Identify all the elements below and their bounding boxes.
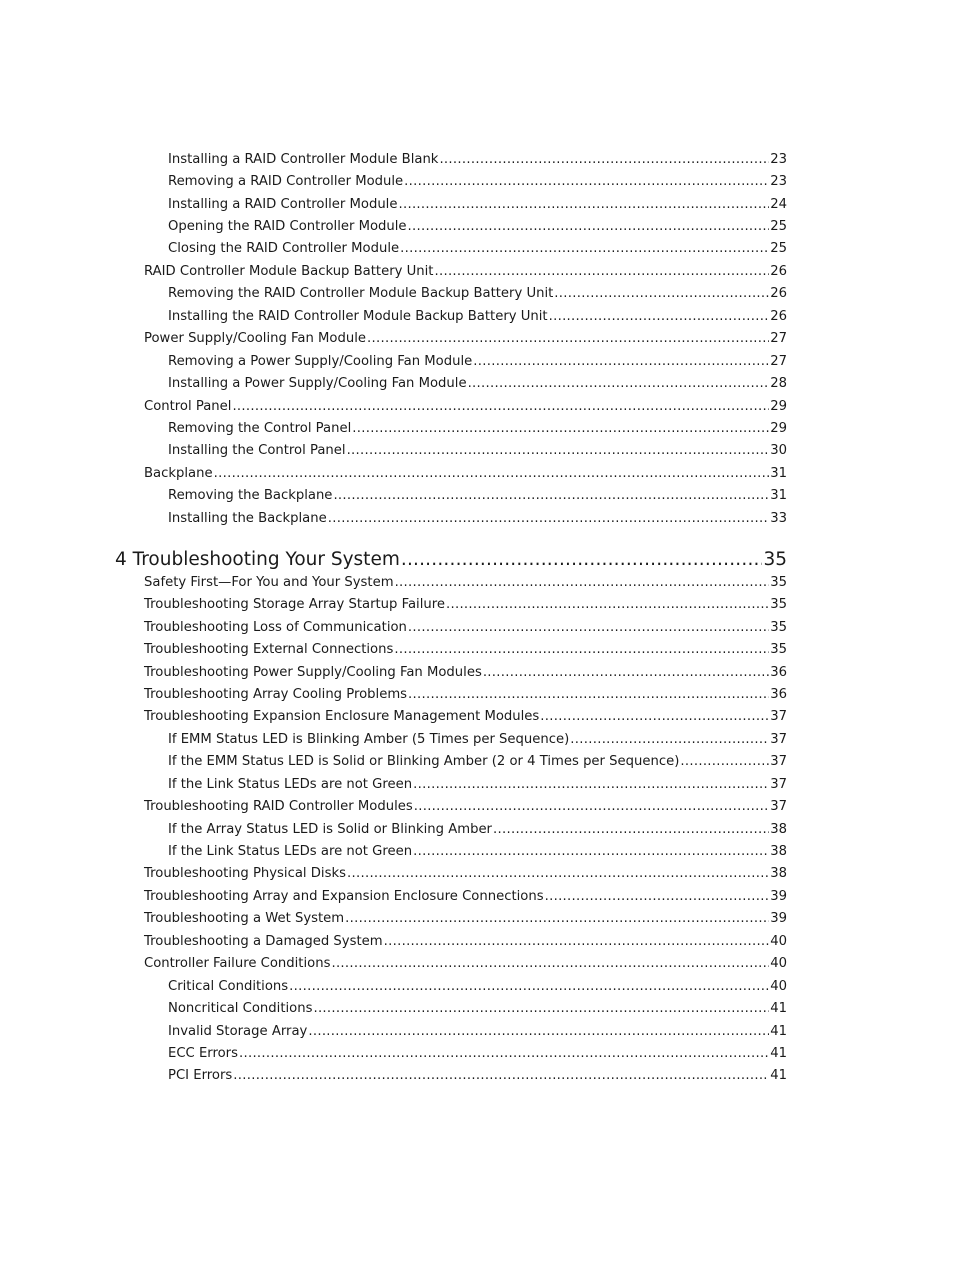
toc-entry-page: 37 — [770, 777, 787, 792]
toc-leader-dots — [570, 731, 769, 749]
toc-entry[interactable] — [168, 731, 787, 749]
toc-entry-title: Installing the Control Panel — [168, 443, 346, 458]
toc-entry[interactable] — [168, 1067, 787, 1085]
toc-entry-page: 33 — [770, 511, 787, 526]
toc-entry-page: 38 — [770, 866, 787, 881]
toc-entry[interactable] — [168, 420, 787, 438]
toc-leader-dots — [308, 1023, 769, 1041]
toc-entry[interactable] — [168, 776, 787, 794]
toc-leader-dots — [394, 641, 769, 659]
toc-entry-title: If the Array Status LED is Solid or Blinking Amber — [168, 822, 492, 837]
toc-chapter-title: 4 Troubleshooting Your System — [115, 549, 400, 570]
toc-entry-title: If the Link Status LEDs are not Green — [168, 777, 413, 792]
toc-entry-page: 41 — [770, 1024, 787, 1039]
toc-leader-dots — [680, 753, 769, 771]
toc-entry[interactable] — [168, 843, 787, 861]
toc-entry-page: 40 — [770, 934, 787, 949]
toc-leader-dots — [347, 865, 769, 883]
toc-entry-title: Installing a RAID Controller Module Blank — [168, 152, 439, 167]
toc-entry[interactable] — [168, 285, 787, 303]
toc-entry-title: Removing the Backplane — [168, 488, 333, 503]
toc-entry[interactable] — [168, 487, 787, 505]
toc-entry-page: 37 — [770, 799, 787, 814]
toc-entry-page: 23 — [770, 174, 787, 189]
toc-leader-dots — [408, 218, 770, 236]
toc-entry-title: Invalid Storage Array — [168, 1024, 308, 1039]
toc-entry-title: Installing a Power Supply/Cooling Fan Module — [168, 376, 467, 391]
toc-entry-title: Troubleshooting a Damaged System — [144, 934, 383, 949]
toc-leader-dots — [313, 1000, 769, 1018]
toc-entry[interactable] — [168, 353, 787, 371]
toc-leader-dots — [400, 240, 769, 258]
toc-leader-dots — [493, 821, 769, 839]
toc-leader-dots — [554, 285, 769, 303]
toc-entry-title: Troubleshooting Loss of Communication — [144, 620, 407, 635]
toc-entry-title: Power Supply/Cooling Fan Module — [144, 331, 366, 346]
toc-entry-page: 37 — [770, 732, 787, 747]
toc-entry-title: Troubleshooting Physical Disks — [144, 866, 346, 881]
toc-entry-title: Troubleshooting a Wet System — [144, 911, 345, 926]
toc-entry[interactable] — [144, 574, 787, 592]
toc-entry-page: 31 — [770, 466, 787, 481]
toc-entry-title: Control Panel — [144, 399, 232, 414]
toc-entry[interactable] — [144, 664, 787, 682]
toc-entry-page: 35 — [770, 620, 787, 635]
toc-entry-page: 27 — [770, 331, 787, 346]
toc-entry[interactable] — [168, 1045, 787, 1063]
toc-entry-page: 25 — [770, 241, 787, 256]
toc-entry-page: 26 — [770, 264, 787, 279]
toc-entry-title: Noncritical Conditions — [168, 1001, 313, 1016]
toc-leader-dots — [331, 955, 769, 973]
toc-entry[interactable] — [144, 933, 787, 951]
toc-leader-dots — [333, 487, 769, 505]
toc-leader-dots — [345, 910, 769, 928]
toc-entry-title: Troubleshooting Array and Expansion Enclosure Connections — [144, 889, 544, 904]
toc-leader-dots — [545, 888, 770, 906]
toc-leader-dots — [347, 442, 770, 460]
toc-entry-page: 35 — [770, 642, 787, 657]
toc-entry[interactable] — [144, 865, 787, 883]
toc-entry-page: 26 — [770, 286, 787, 301]
toc-entry-title: Installing the RAID Controller Module Backup Battery Unit — [168, 309, 548, 324]
toc-entry-page: 31 — [770, 488, 787, 503]
toc-entry-title: Installing the Backplane — [168, 511, 327, 526]
toc-leader-dots — [367, 330, 769, 348]
toc-leader-dots — [439, 151, 769, 169]
toc-leader-dots — [408, 686, 769, 704]
toc-entry-title: Closing the RAID Controller Module — [168, 241, 400, 256]
toc-leader-dots — [414, 798, 770, 816]
toc-entry-title: Safety First—For You and Your System — [144, 575, 394, 590]
toc-entry[interactable] — [144, 686, 787, 704]
toc-entry-page: 41 — [770, 1068, 787, 1083]
toc-leader-dots — [398, 196, 769, 214]
toc-entry-title: Backplane — [144, 466, 213, 481]
toc-entry-title: If the Link Status LEDs are not Green — [168, 844, 413, 859]
toc-entry-title: Troubleshooting RAID Controller Modules — [144, 799, 413, 814]
toc-entry[interactable] — [168, 240, 787, 258]
toc-entry-page: 23 — [770, 152, 787, 167]
toc-leader-dots — [483, 664, 769, 682]
toc-leader-dots — [404, 173, 769, 191]
toc-entry-page: 29 — [770, 421, 787, 436]
toc-entry-title: ECC Errors — [168, 1046, 238, 1061]
toc-entry-page: 40 — [770, 956, 787, 971]
toc-entry[interactable] — [168, 375, 787, 393]
toc-entry-page: 27 — [770, 354, 787, 369]
toc-entry-title: Removing the Control Panel — [168, 421, 352, 436]
toc-entry-title: Troubleshooting Array Cooling Problems — [144, 687, 408, 702]
toc-leader-dots — [540, 708, 769, 726]
toc-leader-dots — [549, 308, 770, 326]
toc-entry[interactable] — [168, 1000, 787, 1018]
toc-entry-page: 30 — [770, 443, 787, 458]
toc-entry[interactable] — [168, 1023, 787, 1041]
toc-entry[interactable] — [144, 888, 787, 906]
toc-leader-dots — [434, 263, 769, 281]
toc-entry[interactable] — [144, 263, 787, 281]
toc-leader-dots — [232, 398, 769, 416]
toc-entry[interactable] — [144, 708, 787, 726]
toc-entry[interactable] — [168, 978, 787, 996]
toc-entry-title: Controller Failure Conditions — [144, 956, 331, 971]
toc-entry-page: 38 — [770, 844, 787, 859]
toc-entry-page: 29 — [770, 399, 787, 414]
toc-entry[interactable] — [144, 910, 787, 928]
toc-entry[interactable] — [144, 398, 787, 416]
toc-chapter-page: 35 — [763, 549, 787, 570]
toc-entry[interactable] — [168, 308, 787, 326]
toc-leader-dots — [413, 843, 769, 861]
toc-entry[interactable] — [144, 955, 787, 973]
toc-entry[interactable] — [144, 619, 787, 637]
toc-entry-title: If EMM Status LED is Blinking Amber (5 Times per Sequence) — [168, 732, 570, 747]
toc-entry-title: Critical Conditions — [168, 979, 289, 994]
toc-entry[interactable] — [168, 442, 787, 460]
toc-entry[interactable] — [168, 218, 787, 236]
toc-entry-page: 39 — [770, 911, 787, 926]
toc-entry-page: 39 — [770, 889, 787, 904]
toc-entry-page: 41 — [770, 1001, 787, 1016]
toc-entry-title: Troubleshooting External Connections — [144, 642, 394, 657]
toc-leader-dots — [289, 978, 769, 996]
toc-entry-page: 35 — [770, 597, 787, 612]
toc-entry-page: 28 — [770, 376, 787, 391]
toc-leader-dots — [401, 548, 763, 572]
toc-entry-page: 37 — [770, 754, 787, 769]
toc-leader-dots — [328, 510, 769, 528]
toc-leader-dots — [468, 375, 770, 393]
toc-leader-dots — [446, 596, 769, 614]
toc-leader-dots — [408, 619, 769, 637]
toc-leader-dots — [395, 574, 770, 592]
toc-entry-title: Troubleshooting Expansion Enclosure Management Modules — [144, 709, 540, 724]
toc-leader-dots — [214, 465, 770, 483]
toc-entry[interactable] — [168, 821, 787, 839]
toc-entry-page: 41 — [770, 1046, 787, 1061]
toc-entry-page: 38 — [770, 822, 787, 837]
toc-entry[interactable] — [144, 465, 787, 483]
toc-entry-page: 35 — [770, 575, 787, 590]
toc-entry-page: 25 — [770, 219, 787, 234]
toc-entry-title: If the EMM Status LED is Solid or Blinking Amber (2 or 4 Times per Sequence) — [168, 754, 680, 769]
toc-entry-title: Troubleshooting Storage Array Startup Failure — [144, 597, 445, 612]
toc-entry[interactable] — [168, 753, 787, 771]
toc-entry-page: 26 — [770, 309, 787, 324]
toc-leader-dots — [352, 420, 769, 438]
toc-entry[interactable] — [168, 173, 787, 191]
toc-entry-title: PCI Errors — [168, 1068, 233, 1083]
toc-entry-title: Removing a Power Supply/Cooling Fan Module — [168, 354, 473, 369]
toc-entry-page: 36 — [770, 687, 787, 702]
toc-leader-dots — [233, 1067, 769, 1085]
toc-entry-page: 24 — [770, 197, 787, 212]
toc-entry[interactable] — [144, 798, 787, 816]
toc-entry[interactable] — [144, 596, 787, 614]
toc-leader-dots — [384, 933, 770, 951]
toc-leader-dots — [473, 353, 769, 371]
toc-entry-title: RAID Controller Module Backup Battery Unit — [144, 264, 434, 279]
toc-entry-title: Troubleshooting Power Supply/Cooling Fan Modules — [144, 665, 482, 680]
toc-entry-page: 37 — [770, 709, 787, 724]
toc-entry[interactable] — [144, 330, 787, 348]
toc-entry-title: Installing a RAID Controller Module — [168, 197, 398, 212]
toc-entry-page: 40 — [770, 979, 787, 994]
toc-entry-title: Removing a RAID Controller Module — [168, 174, 404, 189]
toc-leader-dots — [413, 776, 769, 794]
toc-entry-page: 36 — [770, 665, 787, 680]
toc-entry[interactable] — [168, 510, 787, 528]
toc-entry-title: Opening the RAID Controller Module — [168, 219, 407, 234]
toc-entry[interactable] — [168, 196, 787, 214]
toc-entry[interactable] — [144, 641, 787, 659]
toc-entry-title: Removing the RAID Controller Module Backup Battery Unit — [168, 286, 554, 301]
toc-entry[interactable] — [168, 151, 787, 169]
toc-chapter-heading[interactable] — [115, 548, 787, 572]
toc-leader-dots — [239, 1045, 769, 1063]
